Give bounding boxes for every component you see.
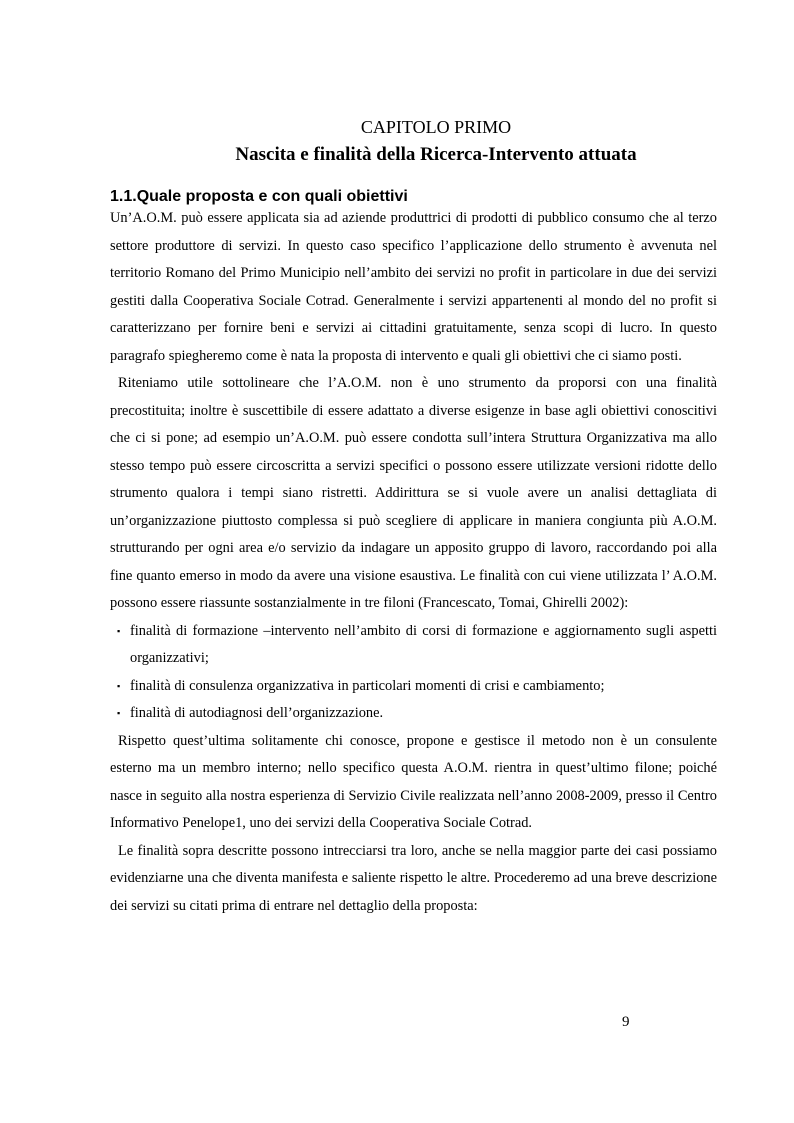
bullet-list [110, 618, 717, 728]
chapter-title: Nascita e finalità della Ricerca-Intervento attuata [235, 144, 637, 165]
section-heading: 1.1.Quale proposta e con quali obiettivi [110, 188, 408, 205]
square-bullet-icon: ▪ [117, 625, 121, 636]
page-number: 9 [622, 1014, 630, 1030]
square-bullet-icon: ▪ [117, 680, 121, 691]
square-bullet-icon: ▪ [117, 708, 121, 718]
section-body [110, 205, 717, 920]
paragraph: Un’A.O.M. può essere applicata sia ad aziende produttrici di prodotti di pubblico consumo che al terzo settore produttore di servizi. In questo caso specifico l’applicazione dello strumento è avvenuta nel territorio Romano del Primo Municipio nell’ambito dei servizi no profit in particolare in due dei servizi gestiti dalla Cooperativa Sociale Cotrad. Generalmente i servizi appartenenti al mondo del no profit si caratterizzano per fornire beni e servizi ai cittadini gratuitamente, senza scopi di lucro. In questo paragrafo spiegheremo come è nata la proposta di intervento e quali gli obiettivi che ci siamo posti. [110, 210, 717, 364]
list-item-text: finalità di consulenza organizzativa in particolari momenti di crisi e cambiamento; [130, 677, 605, 694]
list-item [117, 618, 717, 673]
list-item-text: finalità di formazione –intervento nell’ambito di corsi di formazione e aggiornamento sugli aspetti organizzativi; [130, 622, 717, 666]
paragraph: Rispetto quest’ultima solitamente chi conosce, propone e gestisce il metodo non è un consulente esterno ma un membro interno; nello specifico questa A.O.M. rientra in quest’ultimo filone; poiché nasce in seguito alla nostra esperienza di Servizio Civile realizzata nell’anno 2008-2009, presso il Centro Informativo Penelope1, uno dei servizi della Cooperativa Sociale Cotrad. [110, 732, 717, 831]
paragraph: Riteniamo utile sottolineare che l’A.O.M. non è uno strumento da proporsi con una finalità precostituita; inoltre è suscettibile di essere adattato a diverse esigenze in base agli obiettivi conoscitivi che ci si pone; ad esempio un’A.O.M. può essere condotta sull’intera Struttura Organizzativa ma allo stesso tempo può essere circoscritta a servizi specifici o possono essere utilizzate versioni ridotte dello strumento qualora i tempi siano ristretti. Addirittura se si vuole avere un analisi dettagliata di un’organizzazione piuttosto complessa si può scegliere di applicare in maniera congiunta più A.O.M. strutturando per ogni area e/o servizio da indagare un apposito gruppo di lavoro, raccordando poi alla fine quanto emerso in modo da avere una visione esaustiva. Le finalità con cui viene utilizzata l’ A.O.M. possono essere riassunte sostanzialmente in tre filoni (Francescato, Tomai, Ghirelli 2002): [110, 375, 717, 611]
paragraph: Le finalità sopra descritte possono intrecciarsi tra loro, anche se nella maggior parte dei casi possiamo evidenziarne una che diventa manifesta e saliente rispetto le altre. Procederemo ad una breve descrizione dei servizi su citati prima di entrare nel dettaglio della proposta: [110, 842, 717, 914]
list-item [117, 700, 717, 728]
list-item-text: finalità di autodiagnosi dell’organizzazione. [130, 705, 384, 721]
list-item [117, 673, 717, 701]
chapter-label: CAPITOLO PRIMO [360, 117, 512, 137]
